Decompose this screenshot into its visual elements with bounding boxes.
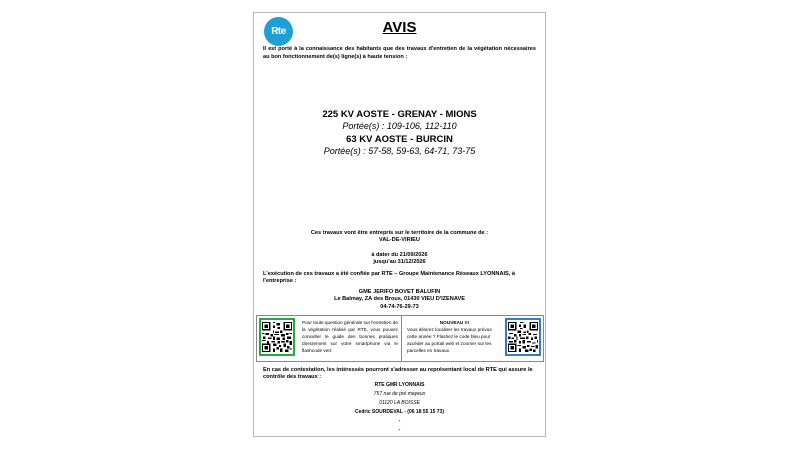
qr-code-icon: [262, 321, 292, 353]
line-name: 63 KV AOSTE - BURCIN: [346, 134, 453, 145]
contact-person: Cedric SOURDEVAL - (06 18 55 15 73): [354, 409, 445, 415]
line-spans: Portée(s) : 109-106, 112-110: [342, 121, 457, 131]
green-qr-code[interactable]: [259, 318, 295, 356]
contact-dash: -: [398, 427, 401, 433]
commune-name: VAL-DE-VIRIEU: [379, 237, 420, 244]
contact-city: 01120 LA BOISSE: [379, 400, 420, 406]
blue-qr-code[interactable]: [505, 318, 541, 356]
left-info-text: Pour toute question générale sur l'entretien de la végétation réalisé par RTE, vous pouvez consulter le guide des bonnes pratiques directement sur votre smartphone via le flashcode vert.: [302, 320, 399, 354]
right-info-body: Vous désirez localiser les travaux prévus cette année ? Flashez le code bleu pour accéder au portail web et zoomer sur les parcelles en travaux.: [407, 327, 492, 354]
company-phone: 04-74-76-29-73: [380, 303, 419, 310]
contact-block: [254, 381, 545, 435]
company-name: GME JERIFO BOVET BALUFIN: [358, 289, 441, 295]
contestation-text: En cas de contestation, les intéressés pourront s'adresser au représentant local de RTE qui assure le contrôle des travaux :: [263, 367, 533, 381]
date-to: jusqu'au 31/12/2026: [373, 258, 426, 265]
line-spans: Portée(s) : 57-58, 59-63, 64-71, 73-75: [323, 146, 476, 156]
qr-code-icon: [508, 321, 538, 353]
contact-dash: -: [398, 418, 401, 424]
rte-logo: Rte: [264, 17, 293, 46]
execution-text: L'exécution de ces travaux a été confiée par RTE – Groupe Maintenance Réseaux LYONNAIS, à l'entreprise :: [263, 271, 515, 285]
right-info-text: [407, 319, 502, 354]
date-from: à dater du 21/09/2026: [371, 251, 428, 258]
box-divider: [401, 316, 402, 361]
company-address: Le Balmay, ZA des Brous, 01430 VIEU D'IZENAVE: [334, 296, 465, 303]
line-name: 225 KV AOSTE - GRENAY - MIONS: [322, 109, 477, 120]
new-title: NOUVEAU !!!: [439, 320, 470, 325]
contact-org: RTE GMR LYONNAIS: [374, 382, 425, 388]
contact-street: 757 rue de pré mayeux: [373, 391, 426, 397]
notice-title: AVIS: [382, 19, 417, 36]
territory-text: Ces travaux vont être entrepris sur le territoire de la commune de :: [310, 230, 489, 236]
notice-page: [253, 12, 546, 437]
intro-paragraph: Il est porté à la connaissance des habitants que des travaux d'entretien de la végétation nécessaires au bon fonctionnement de(s) ligne(s) à haute tension :: [263, 46, 536, 60]
info-boxes: [256, 315, 544, 362]
territory-section: [254, 230, 545, 266]
company-block: [254, 289, 545, 311]
power-lines-section: [254, 109, 545, 159]
